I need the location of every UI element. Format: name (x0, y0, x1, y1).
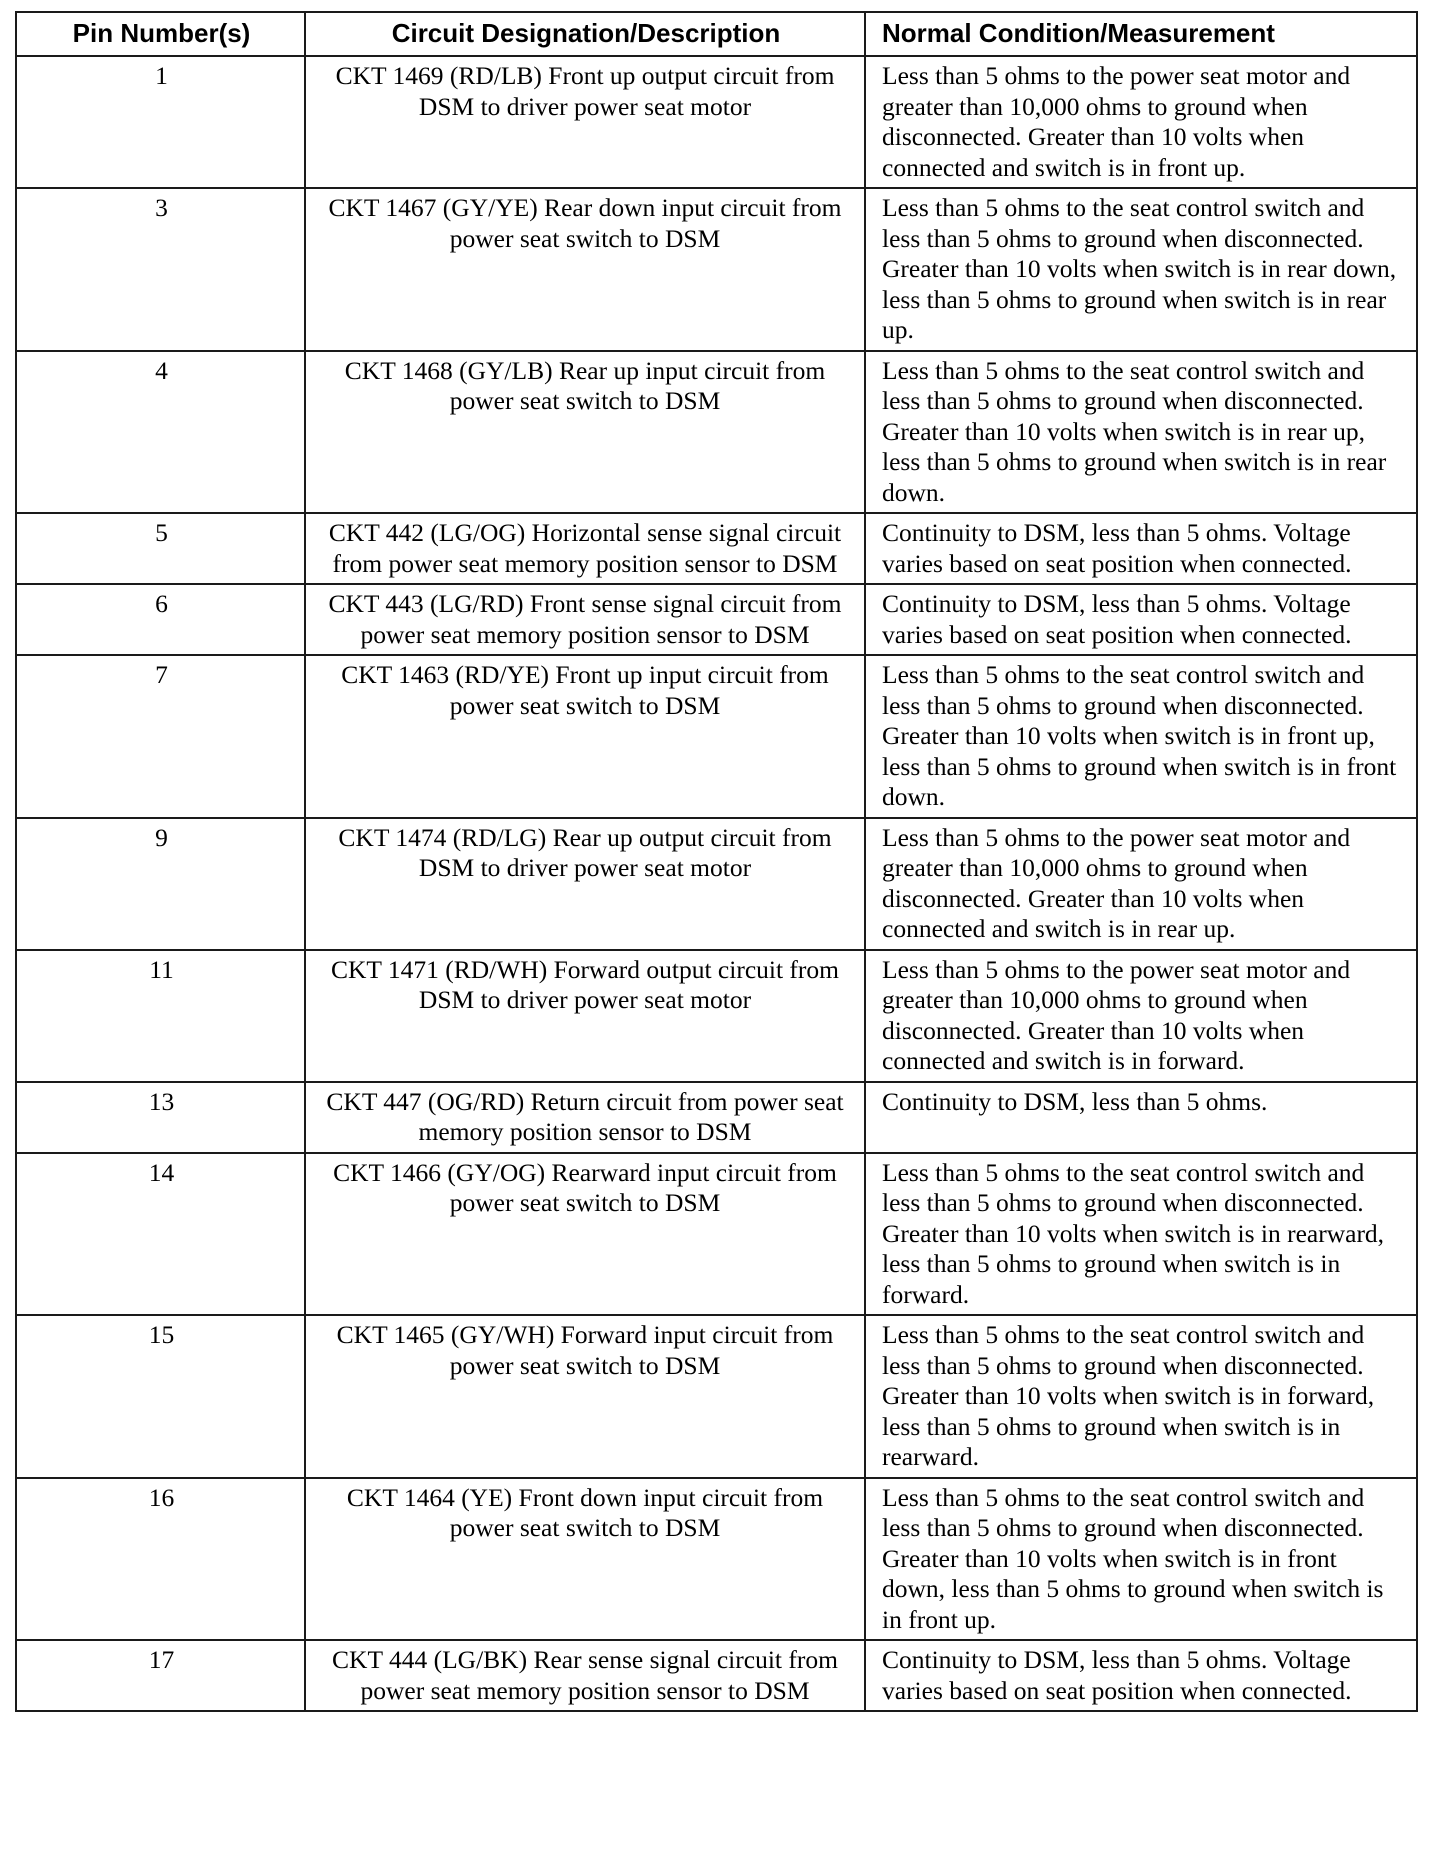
circuit-description: CKT 444 (LG/BK) Rear sense signal circuit from power seat memory position sensor to DSM (305, 1640, 865, 1711)
circuit-description: CKT 443 (LG/RD) Front sense signal circuit from power seat memory position sensor to DSM (305, 584, 865, 655)
table-row (16, 1315, 1417, 1478)
table-row (16, 56, 1417, 188)
circuit-description: CKT 1468 (GY/LB) Rear up input circuit from power seat switch to DSM (305, 351, 865, 514)
header-condition: Normal Condition/Measurement (865, 12, 1417, 56)
normal-condition: Less than 5 ohms to the power seat motor and greater than 10,000 ohms to ground when disconnected. Greater than 10 volts when connected and switch is in forward. (865, 950, 1417, 1082)
pin-table (15, 11, 1418, 1712)
table-row (16, 351, 1417, 514)
table-row (16, 584, 1417, 655)
normal-condition: Less than 5 ohms to the seat control switch and less than 5 ohms to ground when disconnected. Greater than 10 volts when switch is in rear up, less than 5 ohms to ground when switch is in rear down. (865, 351, 1417, 514)
circuit-description: CKT 1465 (GY/WH) Forward input circuit from power seat switch to DSM (305, 1315, 865, 1478)
normal-condition: Continuity to DSM, less than 5 ohms. (865, 1082, 1417, 1153)
circuit-description: CKT 1463 (RD/YE) Front up input circuit from power seat switch to DSM (305, 655, 865, 818)
pin-number: 7 (16, 655, 305, 818)
circuit-description: CKT 1474 (RD/LG) Rear up output circuit from DSM to driver power seat motor (305, 818, 865, 950)
circuit-description: CKT 1466 (GY/OG) Rearward input circuit from power seat switch to DSM (305, 1153, 865, 1316)
circuit-description: CKT 1469 (RD/LB) Front up output circuit from DSM to driver power seat motor (305, 56, 865, 188)
normal-condition: Less than 5 ohms to the seat control switch and less than 5 ohms to ground when disconnected. Greater than 10 volts when switch is in front down, less than 5 ohms to ground when switch is in front up. (865, 1478, 1417, 1641)
normal-condition: Continuity to DSM, less than 5 ohms. Voltage varies based on seat position when connected. (865, 584, 1417, 655)
pin-number: 1 (16, 56, 305, 188)
table-row (16, 655, 1417, 818)
normal-condition: Less than 5 ohms to the power seat motor and greater than 10,000 ohms to ground when disconnected. Greater than 10 volts when connected and switch is in rear up. (865, 818, 1417, 950)
header-circuit: Circuit Designation/Description (305, 12, 865, 56)
table-row (16, 950, 1417, 1082)
pin-number: 6 (16, 584, 305, 655)
pin-number: 14 (16, 1153, 305, 1316)
circuit-description: CKT 447 (OG/RD) Return circuit from power seat memory position sensor to DSM (305, 1082, 865, 1153)
normal-condition: Less than 5 ohms to the seat control switch and less than 5 ohms to ground when disconnected. Greater than 10 volts when switch is in forward, less than 5 ohms to ground when switch is in rearward. (865, 1315, 1417, 1478)
normal-condition: Less than 5 ohms to the seat control switch and less than 5 ohms to ground when disconnected. Greater than 10 volts when switch is in front up, less than 5 ohms to ground when switch is in front down. (865, 655, 1417, 818)
circuit-description: CKT 1471 (RD/WH) Forward output circuit from DSM to driver power seat motor (305, 950, 865, 1082)
header-row (16, 12, 1417, 56)
circuit-description: CKT 1467 (GY/YE) Rear down input circuit from power seat switch to DSM (305, 188, 865, 351)
pin-number: 5 (16, 513, 305, 584)
normal-condition: Less than 5 ohms to the power seat motor and greater than 10,000 ohms to ground when disconnected. Greater than 10 volts when connected and switch is in front up. (865, 56, 1417, 188)
pin-number: 3 (16, 188, 305, 351)
header-pin: Pin Number(s) (16, 12, 305, 56)
table-row (16, 513, 1417, 584)
normal-condition: Less than 5 ohms to the seat control switch and less than 5 ohms to ground when disconnected. Greater than 10 volts when switch is in rear down, less than 5 ohms to ground when switch is in rear up. (865, 188, 1417, 351)
pin-number: 4 (16, 351, 305, 514)
pin-number: 15 (16, 1315, 305, 1478)
table-row (16, 1153, 1417, 1316)
table-row (16, 1082, 1417, 1153)
pin-number: 17 (16, 1640, 305, 1711)
normal-condition: Continuity to DSM, less than 5 ohms. Voltage varies based on seat position when connected. (865, 1640, 1417, 1711)
normal-condition: Less than 5 ohms to the seat control switch and less than 5 ohms to ground when disconnected. Greater than 10 volts when switch is in rearward, less than 5 ohms to ground when switch is in forward. (865, 1153, 1417, 1316)
circuit-description: CKT 442 (LG/OG) Horizontal sense signal circuit from power seat memory position sensor to DSM (305, 513, 865, 584)
table-row (16, 818, 1417, 950)
pin-number: 16 (16, 1478, 305, 1641)
pin-number: 13 (16, 1082, 305, 1153)
table-row (16, 1478, 1417, 1641)
table-row (16, 188, 1417, 351)
pin-number: 9 (16, 818, 305, 950)
pin-number: 11 (16, 950, 305, 1082)
circuit-description: CKT 1464 (YE) Front down input circuit from power seat switch to DSM (305, 1478, 865, 1641)
normal-condition: Continuity to DSM, less than 5 ohms. Voltage varies based on seat position when connected. (865, 513, 1417, 584)
table-row (16, 1640, 1417, 1711)
